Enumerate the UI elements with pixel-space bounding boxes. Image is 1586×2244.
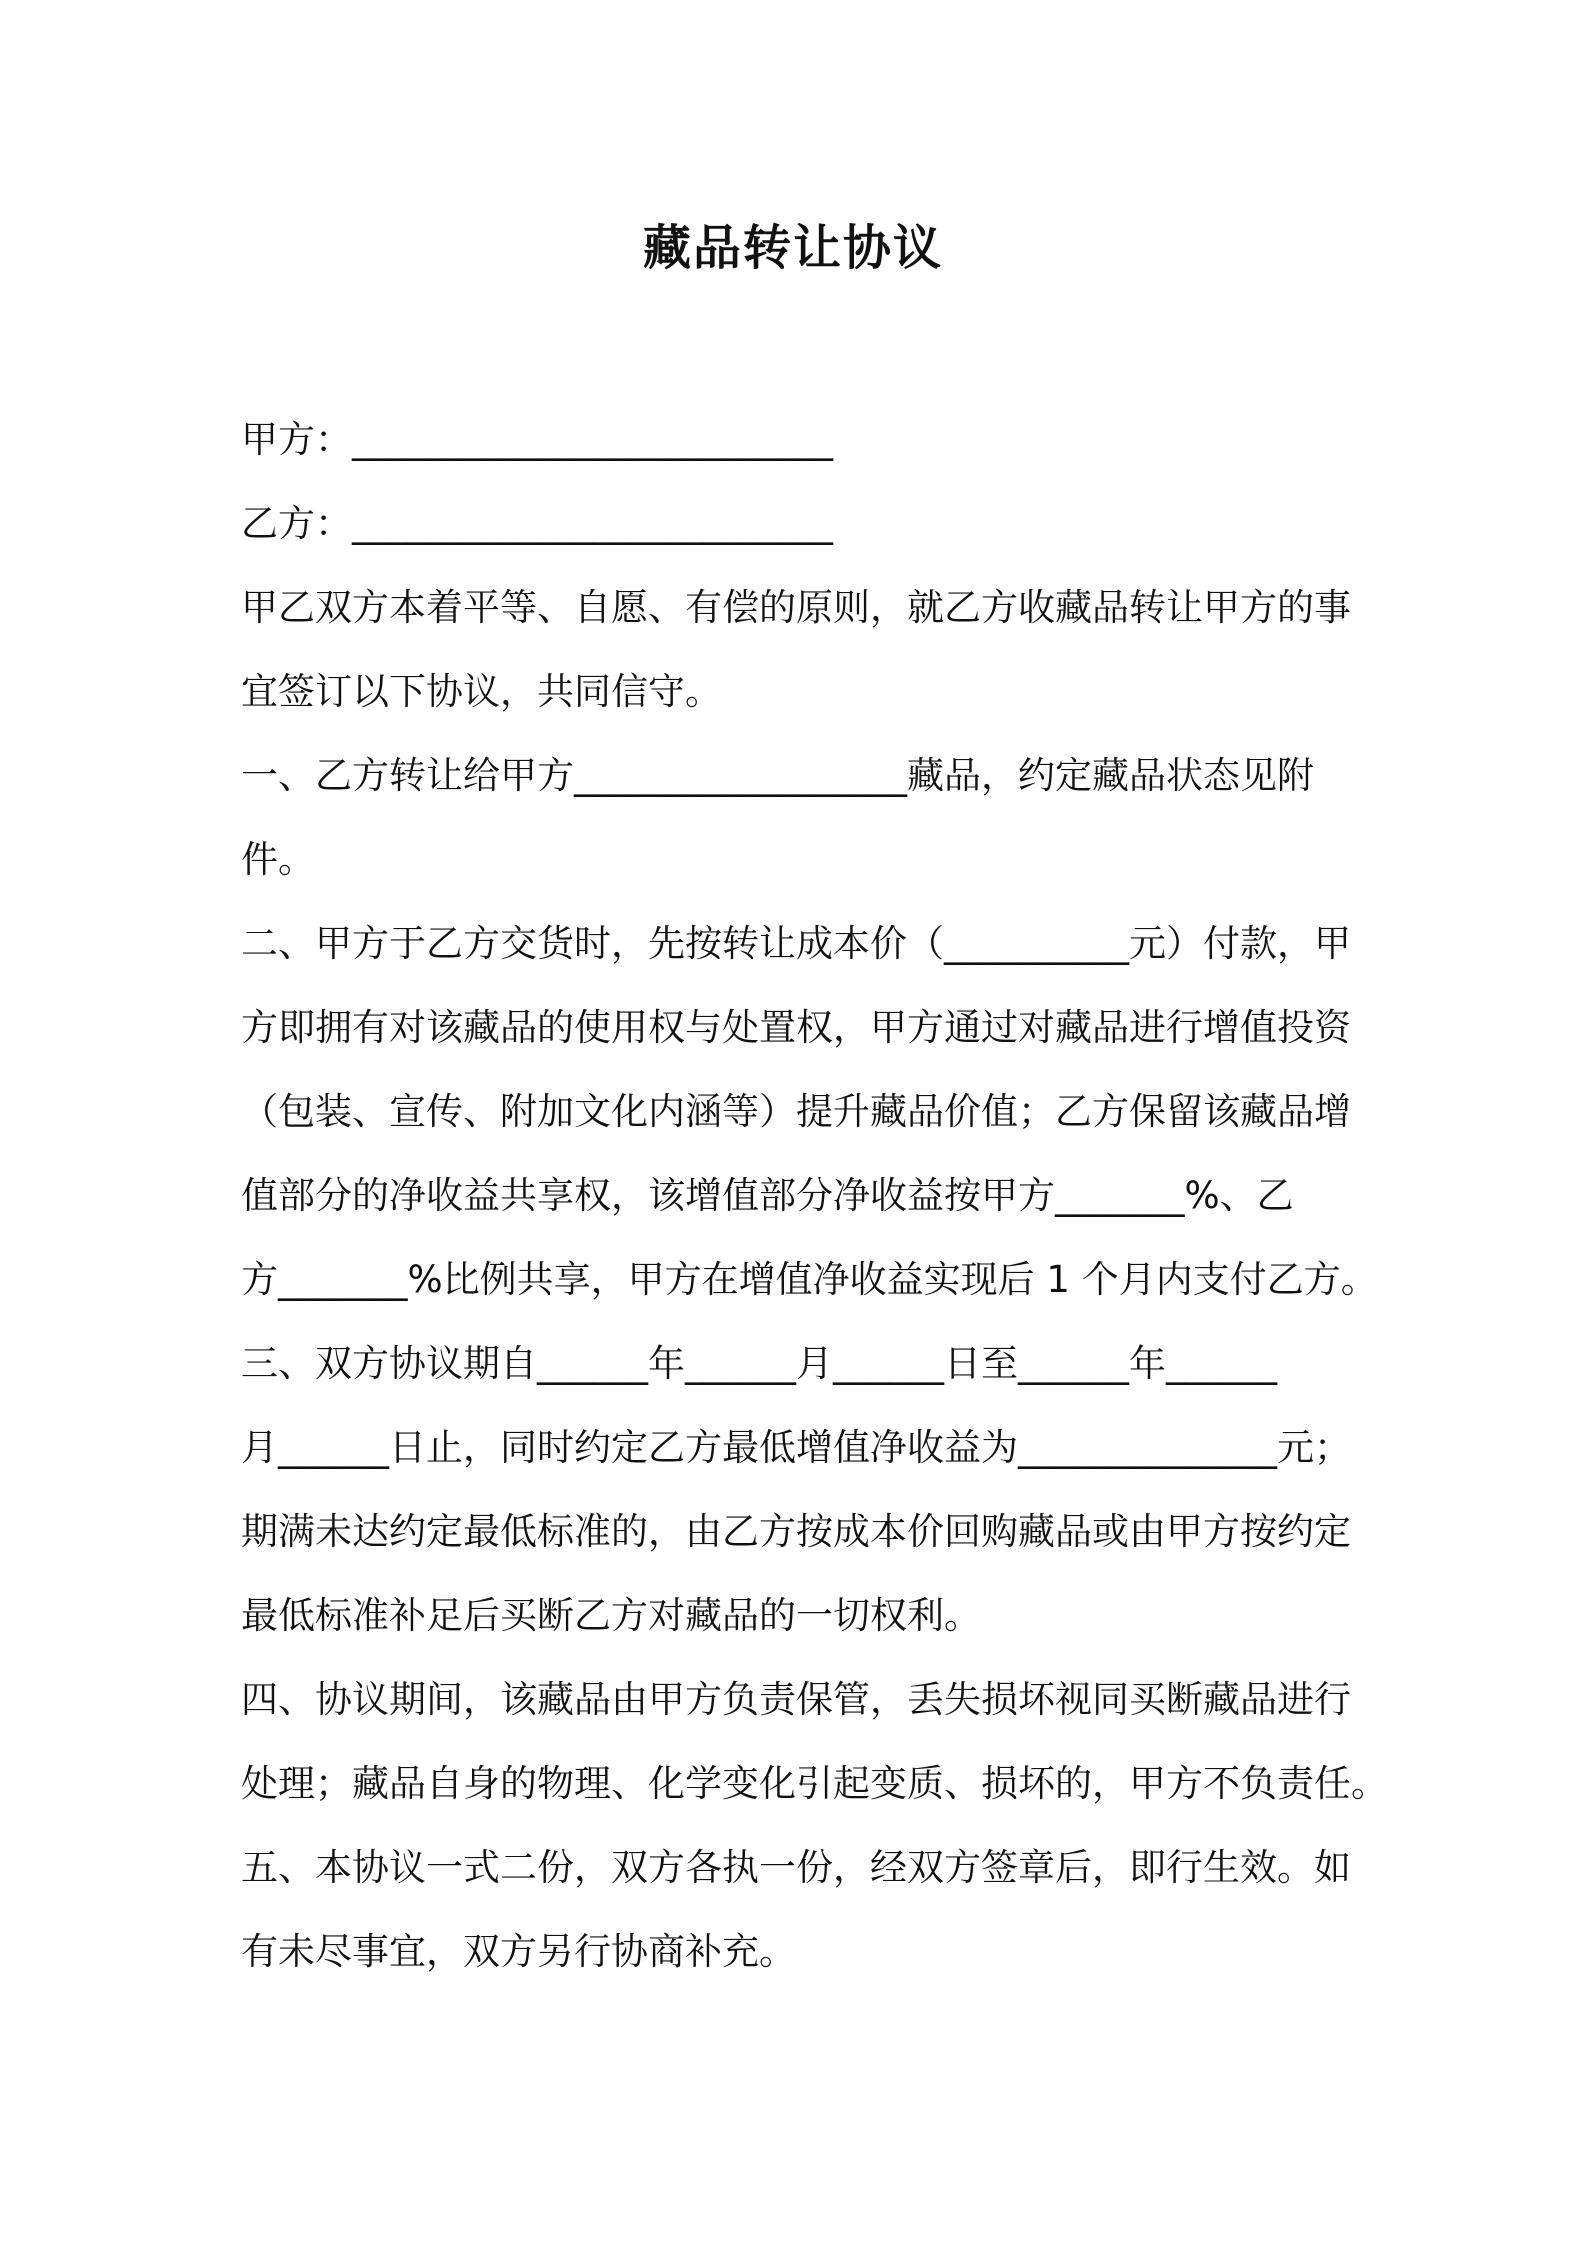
clause-3-line: 三、双方协议期自______年______月______日至______年______ — [241, 1342, 1277, 1385]
preamble-line: 宜签订以下协议，共同信守。 — [241, 670, 722, 713]
clause-5-line: 有未尽事宜，双方另行协商补充。 — [241, 1930, 796, 1973]
clause-4-line: 四、协议期间，该藏品由甲方负责保管，丢失损坏视同买断藏品进行 — [241, 1678, 1351, 1721]
clause-2-line: 二、甲方于乙方交货时，先按转让成本价（__________元）付款，甲 — [241, 922, 1351, 965]
clause-3-line: 期满未达约定最低标准的，由乙方按成本价回购藏品或由甲方按约定 — [241, 1510, 1351, 1553]
document-title: 藏品转让协议 — [642, 220, 943, 276]
clause-3-line: 月______日止，同时约定乙方最低增值净收益为______________元； — [241, 1426, 1351, 1469]
clause-2-line: 值部分的净收益共享权，该增值部分净收益按甲方_______%、乙 — [241, 1174, 1294, 1217]
clause-2-line: 方即拥有对该藏品的使用权与处置权，甲方通过对藏品进行增值投资 — [241, 1006, 1351, 1049]
clause-4-line: 处理；藏品自身的物理、化学变化引起变质、损坏的，甲方不负责任。 — [241, 1762, 1388, 1805]
party-b-line: 乙方：__________________________ — [241, 502, 833, 545]
document-body — [241, 398, 1388, 1994]
clause-2-line: 方_______%比例共享，甲方在增值净收益实现后 1 个月内支付乙方。 — [241, 1258, 1378, 1301]
clause-1-line: 一、乙方转让给甲方__________________藏品，约定藏品状态见附 — [241, 754, 1314, 797]
party-a-line: 甲方：__________________________ — [241, 418, 833, 461]
clause-1-line: 件。 — [241, 838, 315, 881]
clause-5-line: 五、本协议一式二份，双方各执一份，经双方签章后，即行生效。如 — [241, 1846, 1351, 1889]
clause-3-line: 最低标准补足后买断乙方对藏品的一切权利。 — [241, 1594, 981, 1637]
preamble-line: 甲乙双方本着平等、自愿、有偿的原则，就乙方收藏品转让甲方的事 — [241, 586, 1351, 629]
clause-2-line: （包装、宣传、附加文化内涵等）提升藏品价值；乙方保留该藏品增 — [241, 1090, 1351, 1133]
